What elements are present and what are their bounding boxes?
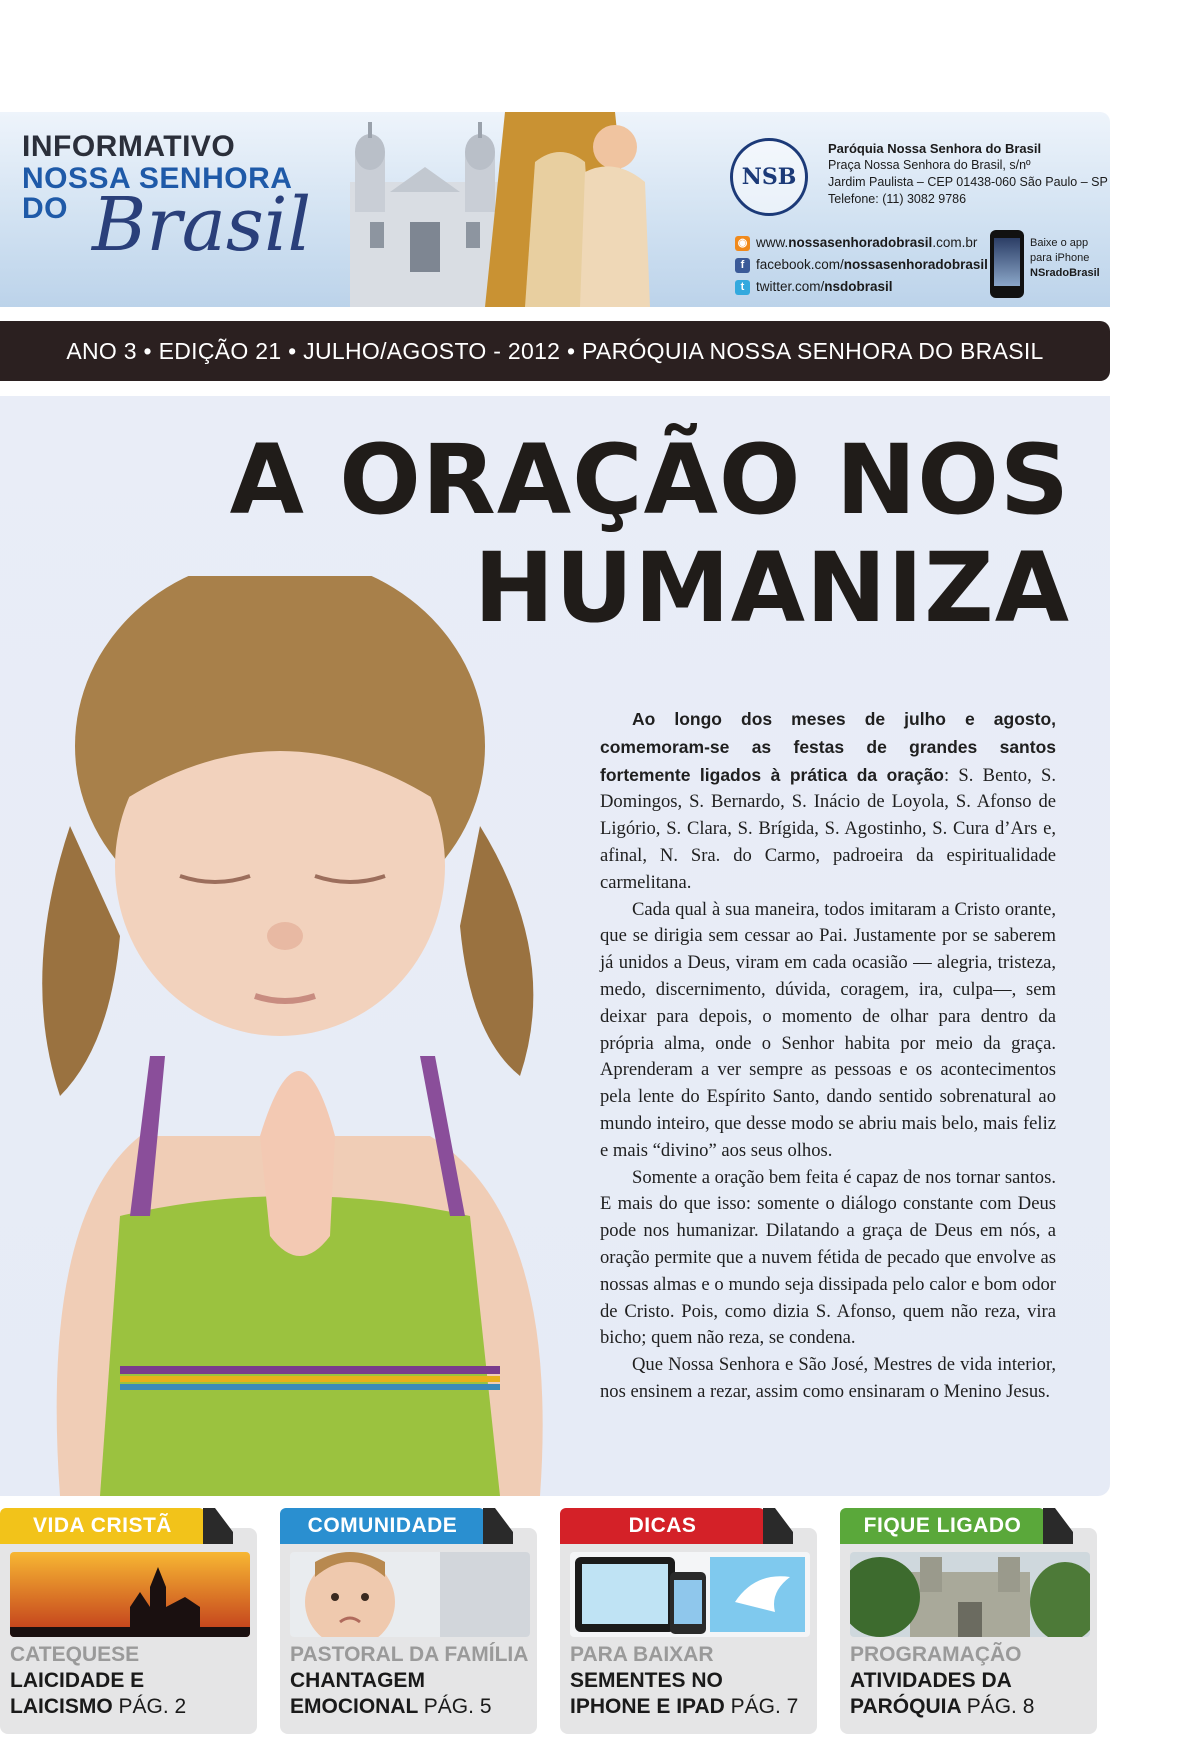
article-paragraph-2: Cada qual à sua maneira, todos imitaram a Cristo orante, que se dirigia sem cessar ao Pai. Justamente por se saberem já unidos a Deus, viram em cada ocasião — alegria, tristeza, medo, discernimento, dúvida, coragem, ira, culpa—, sem deixar para depois, o momento de olhar para dentro da própria alma, onde o Senhor habita por meio da graça. Aprenderam a ver sempre as pessoas e os acontecimentos pela lente do Espírito Santo, dando sentido sobrenatural ao mundo inteiro, que desse modo se abriu mais belo, mais feliz e mais “divino” aos seus olhos. — [600, 898, 1056, 1161]
parish-phone: Telefone: (11) 3082 9786 — [828, 192, 967, 206]
tab-corner-icon — [483, 1508, 513, 1544]
logo-script-brasil: Brasil — [92, 182, 312, 268]
section-tab[interactable]: FIQUE LIGADO — [840, 1508, 1045, 1544]
cover-story — [0, 396, 1110, 1496]
parish-contact-info — [828, 140, 1108, 208]
praying-child-photo — [0, 576, 600, 1496]
logo-line-do: DO — [22, 192, 68, 225]
tab-corner-icon — [203, 1508, 233, 1544]
parish-address-line1: Praça Nossa Senhora do Brasil, s/nº — [828, 158, 1031, 172]
facebook-icon: f — [735, 258, 750, 273]
article-body — [600, 706, 1056, 1406]
rss-icon: ◉ — [735, 236, 750, 251]
section-tab[interactable]: DICAS — [560, 1508, 765, 1544]
article-lead: Ao longo dos meses de julho e agosto, comemoram-se as festas de grandes santos fortemente ligados à prática da oração — [600, 709, 1056, 785]
article-paragraph-3: Somente a oração bem feita é capaz de nos tornar santos. E mais do que isso: somente o diálogo constante com Deus pode nos humanizar. Dilatando a graça de Deus em nós, a oração permite que a nuvem fétida de pecado que envolve as nossas almas e o mundo seja dissipada pelo calor e bom odor de Cristo. Pois, como dizia S. Afonso, quem não reza, vira bicho; quem não reza, se condena. — [600, 1166, 1056, 1349]
section-category: PASTORAL DA FAMÍLIA — [290, 1643, 529, 1666]
twitter-icon: t — [735, 280, 750, 295]
section-title[interactable]: SEMENTES NO IPHONE E IPAD PÁG. 7 — [570, 1669, 799, 1718]
website-link[interactable]: ◉ www.nossasenhoradobrasil.com.br — [735, 232, 988, 254]
section-category: PARA BAIXAR — [570, 1643, 714, 1666]
tab-corner-icon — [763, 1508, 793, 1544]
headline-line1: A ORAÇÃO NOS — [229, 424, 1070, 536]
tab-corner-icon — [1043, 1508, 1073, 1544]
iphone-screen — [994, 238, 1020, 286]
parish-name: Paróquia Nossa Senhora do Brasil — [828, 141, 1042, 156]
social-links — [735, 232, 988, 298]
section-tab[interactable]: COMUNIDADE — [280, 1508, 485, 1544]
article-paragraph-1: Ao longo dos meses de julho e agosto, comemoram-se as festas de grandes santos fortemente ligados à prática da oração: S. Bento, S. Domingos, S. Bernardo, S. Inácio de Loyola, S. Afonso de Ligório, S. Clara, S. Brígida, S. Agostinho, S. Cura d’Ars e, afinal, N. Sra. do Carmo, padroeira da espiritualidade carmelitana. — [600, 709, 1056, 893]
section-title[interactable]: LAICIDADE E LAICISMO PÁG. 2 — [10, 1669, 187, 1718]
app-promo: Baixe o app para iPhone NSradoBrasil — [1030, 237, 1100, 279]
twitter-link[interactable]: t twitter.com/nsdobrasil — [735, 276, 988, 298]
section-tab[interactable]: VIDA CRISTÃ — [0, 1508, 205, 1544]
madonna-statue-illustration — [465, 112, 675, 307]
parish-address-line2: Jardim Paulista – CEP 01438-060 São Paulo – SP — [828, 175, 1108, 189]
parish-church-thumbnail — [850, 1552, 1090, 1637]
crying-baby-thumbnail — [290, 1552, 530, 1637]
sunset-church-thumbnail — [10, 1552, 250, 1637]
logo-line-nossa-senhora: NOSSA SENHORA — [22, 162, 293, 195]
parish-crest: NSB — [730, 138, 808, 216]
logo-line-informativo: INFORMATIVO — [22, 130, 236, 163]
section-title[interactable]: CHANTAGEM EMOCIONAL PÁG. 5 — [290, 1669, 492, 1718]
edition-bar: ANO 3 • EDIÇÃO 21 • JULHO/AGOSTO - 2012 • PARÓQUIA NOSSA SENHORA DO BRASIL — [0, 321, 1110, 381]
masthead — [0, 112, 1110, 307]
article-paragraph-4: Que Nossa Senhora e São José, Mestres de vida interior, nos ensinem a rezar, assim como ensinaram o Menino Jesus. — [600, 1354, 1056, 1402]
app-devices-thumbnail — [570, 1552, 810, 1637]
headline-line2: HUMANIZA — [473, 532, 1070, 644]
facebook-link[interactable]: f facebook.com/nossasenhoradobrasil — [735, 254, 988, 276]
section-category: CATEQUESE — [10, 1643, 140, 1666]
section-title[interactable]: ATIVIDADES DA PARÓQUIA PÁG. 8 — [850, 1669, 1035, 1718]
section-category: PROGRAMAÇÃO — [850, 1643, 1022, 1666]
